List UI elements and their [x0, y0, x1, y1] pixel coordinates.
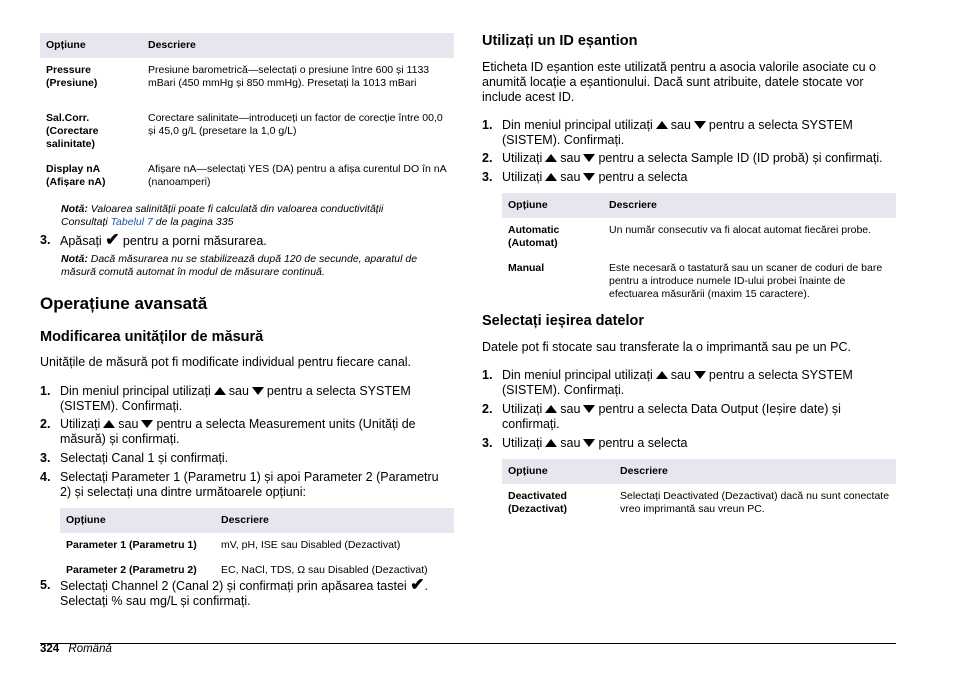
table-row — [40, 58, 454, 104]
step-number: 1. — [482, 118, 493, 132]
option-cell: Display nA (Afișare nA) — [46, 163, 106, 188]
arrow-down-icon — [583, 154, 595, 162]
step-text: Din meniul principal utilizați — [502, 368, 653, 382]
arrow-up-icon — [545, 154, 557, 162]
step-number: 3. — [40, 233, 51, 247]
table-row — [502, 218, 896, 258]
arrow-down-icon — [252, 387, 264, 395]
step-text: Din meniul principal utilizați — [502, 118, 653, 132]
step-number: 4. — [40, 470, 51, 484]
description-cell: Presiune barometrică—selectați o presiune între 600 și 1133 mBari (450 mmHg și 850 mmHg). Presetați la 1013 mBari — [148, 64, 430, 89]
step-text-end: pentru a selecta — [598, 170, 688, 184]
step-number: 1. — [482, 368, 493, 382]
arrow-down-icon — [583, 439, 595, 447]
step-text-end: pentru a selecta SYSTEM (SISTEM). Confirmați. — [60, 384, 411, 413]
data-output-table — [502, 459, 896, 520]
option-cell: Manual — [508, 262, 545, 274]
arrow-up-icon — [545, 405, 557, 413]
option-cell: Parameter 1 (Parametru 1) — [66, 539, 197, 551]
page-number: 324 — [40, 643, 60, 655]
step-text: Selectați Canal 1 și confirmați. — [60, 451, 229, 465]
description-cell: mV, pH, ISE sau Disabled (Dezactivat) — [221, 539, 401, 551]
step-number: 1. — [40, 384, 51, 398]
arrow-down-icon — [583, 405, 595, 413]
step-text-or: sau — [670, 118, 691, 132]
arrow-up-icon — [103, 420, 115, 428]
step-text: Utilizați — [60, 417, 101, 431]
note-label: Notă: — [61, 253, 88, 265]
arrow-up-icon — [545, 173, 557, 181]
arrow-up-icon — [656, 121, 668, 129]
note-text-end: de la pagina 335 — [152, 216, 234, 228]
data-output-intro: Datele pot fi stocate sau transferate la o imprimantă sau pe un PC. — [482, 340, 851, 354]
step-text-end: . Selectați % sau mg/L și confirmați. — [60, 579, 428, 608]
table-header-description: Descriere — [603, 193, 896, 218]
step-number: 3. — [482, 170, 493, 184]
step-text-or: sau — [118, 417, 139, 431]
step-text: Utilizați — [502, 151, 543, 165]
option-cell: Pressure (Presiune) — [46, 64, 98, 89]
note-text: Dacă măsurarea nu se stabilizează după 120 de secunde, aparatul de măsură comută automat în modul de măsurare continuă. — [61, 253, 418, 278]
table-header-description: Descriere — [614, 459, 896, 484]
page-footer — [40, 643, 112, 655]
step-text-end: pentru a selecta SYSTEM (SISTEM). Confirmați. — [502, 368, 853, 397]
salinity-note — [61, 203, 431, 229]
step-text: Din meniul principal utilizați — [60, 384, 211, 398]
description-cell: Este necesară o tastatură sau un scaner de coduri de bare pentru a introduce numele ID-ului probei înainte de efectuarea măsurării (maxim 15 caractere). — [609, 262, 883, 300]
sample-id-intro: Eticheta ID eșantion este utilizată pentru a asocia valorile asociate cu o anumită locație a eșantionului. Dacă sunt atribuite, datele stocate vor include acest ID. — [482, 60, 876, 104]
arrow-up-icon — [545, 439, 557, 447]
step-text: Utilizați — [502, 170, 543, 184]
table-row — [502, 258, 896, 305]
step-text-or: sau — [228, 384, 249, 398]
step-text: Utilizați — [502, 436, 543, 450]
parameters-table — [40, 33, 454, 193]
table-reference-link[interactable]: Tabelul 7 — [110, 216, 153, 228]
units-heading: Modificarea unităților de măsură — [40, 329, 264, 345]
step-number: 3. — [40, 451, 51, 465]
table-header-option: Opțiune — [40, 33, 142, 58]
step-number: 5. — [40, 578, 51, 592]
description-cell: Un număr consecutiv va fi alocat automat fiecărei probe. — [609, 224, 872, 236]
section-title: Operațiune avansată — [40, 294, 208, 313]
option-cell: Sal.Corr. (Corectare salinitate) — [46, 112, 99, 150]
note-text: Valoarea salinității poate fi calculată din valoarea conductivității Consultați — [61, 203, 384, 228]
description-cell: Selectați Deactivated (Dezactivat) dacă nu sunt conectate vreo imprimantă sau vreun PC. — [620, 490, 890, 515]
footer-divider — [40, 643, 896, 644]
sample-id-heading: Utilizați un ID eșantion — [482, 33, 638, 49]
table-header-option: Opțiune — [502, 193, 603, 218]
step-text-end: pentru a selecta Data Output (Ieșire date) și confirmați. — [502, 402, 841, 431]
arrow-down-icon — [141, 420, 153, 428]
step-text-or: sau — [670, 368, 691, 382]
option-cell: Deactivated (Dezactivat) — [508, 490, 567, 515]
table-header-option: Opțiune — [60, 508, 215, 533]
description-cell: Afișare nA—selectați YES (DA) pentru a afișa curentul DO în nA (nanoamperi) — [148, 163, 447, 188]
table-header-description: Descriere — [142, 33, 454, 58]
note-label: Notă: — [61, 203, 88, 215]
arrow-down-icon — [694, 121, 706, 129]
option-cell: Parameter 2 (Parametru 2) — [66, 564, 197, 576]
stabilization-note — [61, 253, 431, 279]
arrow-up-icon — [214, 387, 226, 395]
table-row — [40, 104, 454, 155]
step-text-end: pentru a selecta Sample ID (ID probă) și confirmați. — [598, 151, 883, 165]
step-text-or: sau — [560, 436, 581, 450]
table-row — [60, 533, 454, 560]
checkmark-icon: ✔ — [410, 575, 425, 594]
step-text: Utilizați — [502, 402, 543, 416]
step-text-or: sau — [560, 151, 581, 165]
step-text: Selectați Channel 2 (Canal 2) și confirmați prin apăsarea tastei — [60, 579, 407, 593]
step-text-end: pentru a selecta Measurement units (Unități de măsură) și confirmați. — [60, 417, 416, 446]
units-parameters-table — [60, 508, 454, 581]
step-number: 2. — [482, 151, 493, 165]
step-text: Selectați Parameter 1 (Parametru 1) și apoi Parameter 2 (Parametru 2) și selectați una dintre următoarele opțiuni: — [60, 470, 439, 499]
description-cell: Corectare salinitate—introduceți un factor de corecție între 00,0 și 45,0 g/L (presetare la 1,0 g/L) — [148, 112, 443, 137]
step-text-end: pentru a selecta SYSTEM (SISTEM). Confirmați. — [502, 118, 853, 147]
table-header-description: Descriere — [215, 508, 454, 533]
table-row — [502, 484, 896, 520]
option-cell: Automatic (Automat) — [508, 224, 560, 249]
step-text-or: sau — [560, 170, 581, 184]
table-header-option: Opțiune — [502, 459, 614, 484]
arrow-down-icon — [583, 173, 595, 181]
step-text-end: pentru a porni măsurarea. — [119, 234, 267, 248]
data-output-heading: Selectați ieșirea datelor — [482, 313, 644, 329]
table-row — [40, 155, 454, 193]
sample-id-table — [502, 193, 896, 305]
arrow-up-icon — [656, 371, 668, 379]
step-number: 2. — [40, 417, 51, 431]
step-text-or: sau — [560, 402, 581, 416]
checkmark-icon: ✔ — [105, 230, 120, 249]
units-intro: Unitățile de măsură pot fi modificate individual pentru fiecare canal. — [40, 355, 412, 369]
step-text: Apăsați — [60, 234, 102, 248]
step-number: 2. — [482, 402, 493, 416]
step-text-end: pentru a selecta — [598, 436, 688, 450]
description-cell: EC, NaCl, TDS, Ω sau Disabled (Dezactivat) — [221, 564, 428, 576]
arrow-down-icon — [694, 371, 706, 379]
step-number: 3. — [482, 436, 493, 450]
footer-language: Română — [68, 643, 112, 655]
